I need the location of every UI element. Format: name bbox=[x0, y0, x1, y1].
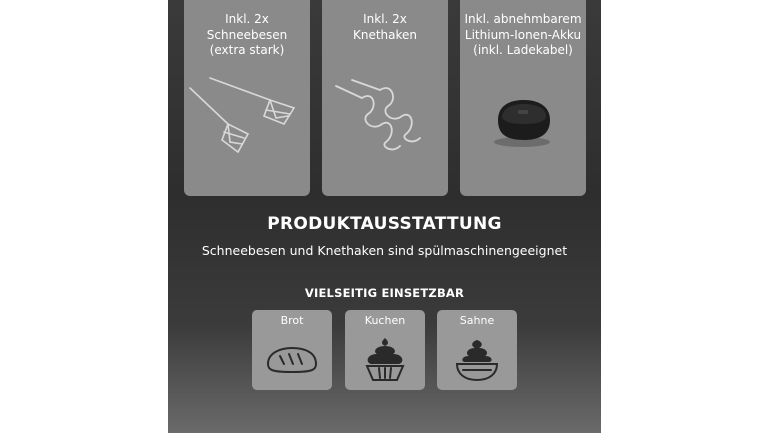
use-tile-cream bbox=[437, 310, 517, 390]
accessory-label: Inkl. abnehmbarem Lithium-Ionen-Akku (inkl. Ladekabel) bbox=[464, 12, 582, 57]
cream-bowl-icon bbox=[449, 334, 505, 382]
uses-title: VIELSEITIG EINSETZBAR bbox=[304, 286, 465, 300]
dough-hook-icon bbox=[322, 60, 448, 160]
use-label: Brot bbox=[280, 314, 304, 327]
battery-pack-icon bbox=[460, 60, 586, 160]
accessory-card-battery bbox=[460, 0, 586, 196]
use-tile-cake bbox=[345, 310, 425, 390]
product-features-panel bbox=[168, 0, 601, 433]
whisk-icon bbox=[184, 60, 310, 160]
accessory-card-dough-hooks bbox=[322, 0, 448, 196]
bread-icon bbox=[264, 334, 320, 382]
section-subheading: Schneebesen und Knethaken sind spülmaschinengeeignet bbox=[201, 243, 568, 258]
accessory-card-whisks bbox=[184, 0, 310, 196]
use-label: Kuchen bbox=[364, 314, 406, 327]
use-tile-bread bbox=[252, 310, 332, 390]
cupcake-icon bbox=[357, 334, 413, 382]
accessory-label: Inkl. 2x Schneebesen (extra stark) bbox=[206, 12, 288, 57]
use-label: Sahne bbox=[459, 314, 495, 327]
section-heading: PRODUKTAUSSTATTUNG bbox=[267, 214, 502, 234]
accessory-label: Inkl. 2x Knethaken bbox=[352, 12, 418, 42]
